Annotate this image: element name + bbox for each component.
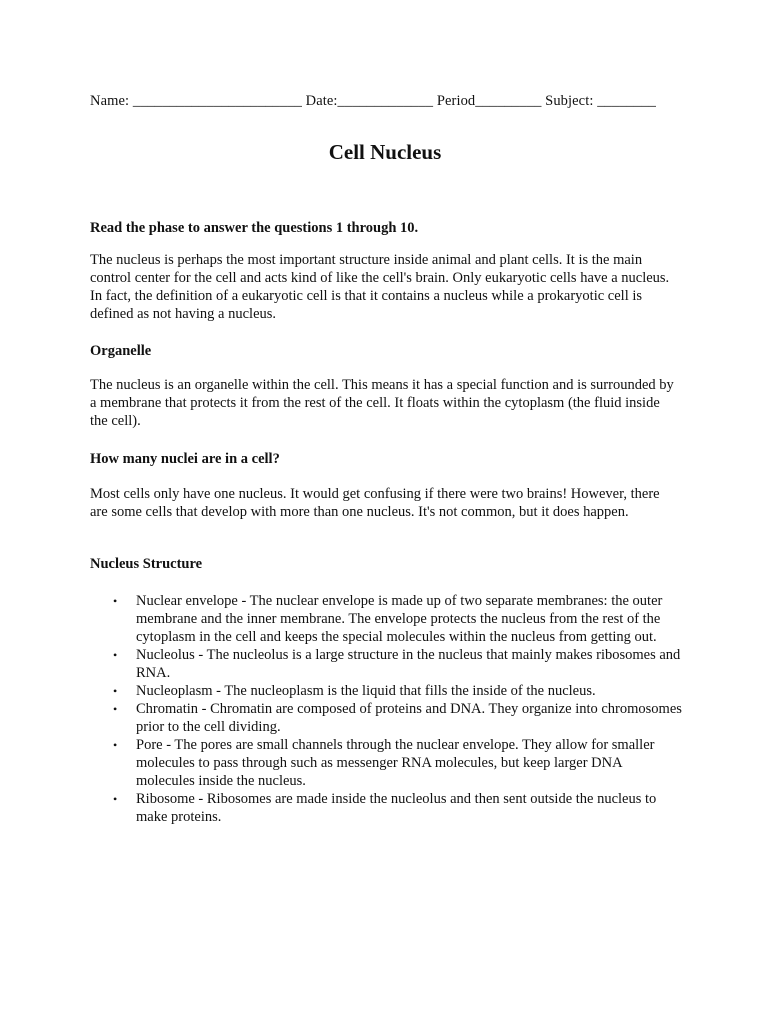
- list-item: [90, 700, 682, 736]
- bullet-icon: •: [113, 702, 118, 716]
- list-item: [90, 682, 682, 700]
- instructions: Read the phase to answer the questions 1 through 10.: [90, 220, 419, 236]
- bullet-icon: •: [113, 648, 118, 662]
- intro-paragraph: The nucleus is perhaps the most important structure inside animal and plant cells. It is the main control center for the cell and acts kind of like the cell's brain. Only eukaryotic cells have a nucleus. In fact, the definition of a eukaryotic cell is that it contains a nucleus while a prokaryotic cell is defined as not having a nucleus.: [90, 252, 670, 322]
- list-item-text: Nuclear envelope - The nuclear envelope is made up of two separate membranes: the outer membrane and the inner membrane. The envelope protects the nucleus from the rest of the cytoplasm in the cell and keeps the special molecules within the nucleus from getting out.: [136, 593, 663, 645]
- bullet-icon: •: [113, 594, 118, 608]
- bullet-icon: •: [113, 738, 118, 752]
- list-item-text: Chromatin - Chromatin are composed of proteins and DNA. They organize into chromosomes prior to the cell dividing.: [136, 701, 682, 735]
- list-item-text: Pore - The pores are small channels through the nuclear envelope. They allow for smaller molecules to pass through such as messenger RNA molecules, but keep larger DNA molecules inside the nucleus.: [136, 737, 655, 789]
- list-item: [90, 790, 682, 826]
- list-item: [90, 592, 682, 646]
- section-heading-organelle: Organelle: [90, 343, 152, 359]
- list-item-text: Nucleoplasm - The nucleoplasm is the liquid that fills the inside of the nucleus.: [136, 683, 596, 699]
- list-item-text: Nucleolus - The nucleolus is a large structure in the nucleus that mainly makes ribosomes and RNA.: [136, 647, 681, 681]
- section-heading-nuclei: How many nuclei are in a cell?: [90, 451, 280, 467]
- list-item: [90, 646, 682, 682]
- student-info-fields: Name: _______________________ Date:_____________ Period_________ Subject: ________: [90, 93, 657, 109]
- section-heading-structure: Nucleus Structure: [90, 556, 203, 572]
- bullet-icon: •: [113, 792, 118, 806]
- list-item: [90, 736, 682, 790]
- section-text-nuclei: Most cells only have one nucleus. It would get confusing if there were two brains! However, there are some cells that develop with more than one nucleus. It's not common, but it does happen.: [90, 486, 660, 520]
- section-text-organelle: The nucleus is an organelle within the cell. This means it has a special function and is surrounded by a membrane that protects it from the rest of the cell. It floats within the cytoplasm (the fluid inside the cell).: [90, 377, 674, 429]
- bullet-icon: •: [113, 684, 118, 698]
- structure-list: [90, 592, 682, 826]
- list-item-text: Ribosome - Ribosomes are made inside the nucleolus and then sent outside the nucleus to make proteins.: [136, 791, 657, 825]
- page-title: Cell Nucleus: [328, 140, 442, 164]
